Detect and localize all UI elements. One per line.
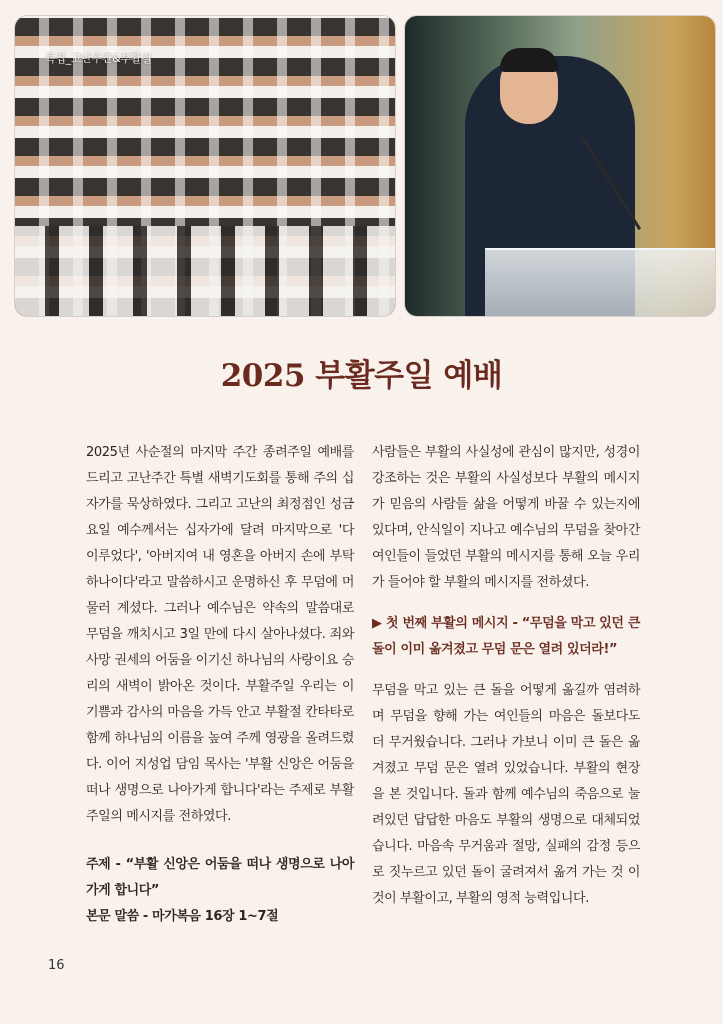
- sermon-theme: 주제 - “부활 신앙은 어둠을 떠나 생명으로 나아가게 합니다”: [86, 857, 354, 898]
- glass-podium: [485, 248, 715, 316]
- pastor-hair: [500, 48, 558, 72]
- page-number: 16: [48, 958, 65, 973]
- sermon-scripture: 본문 말씀 - 마가복음 16장 1~7절: [86, 909, 279, 924]
- message-paragraph-1: 사람들은 부활의 사실성에 관심이 많지만, 성경이 강조하는 것은 부활의 사실성보다 부활의 메시지가 믿음의 사람들 삶을 어떻게 바꿀 수 있는지에 있다며, 안식일이 지나고 예수님의 무덤을 찾아간 여인들이 들었던 부활의 메시지를 통해 오늘 우리가 들어야 할 부활의 메시지를 전하셨다.: [372, 445, 640, 590]
- message-paragraph-2: 무덤을 막고 있는 큰 돌을 어떻게 옮길까 염려하며 무덤을 향해 가는 여인들의 마음은 돌보다도 더 무거웠습니다. 그러나 가보니 이미 큰 돌은 옮겨졌고 무덤 문은 열려 있었습니다. 부활의 현장을 본 것입니다. 돌과 함께 예수님의 죽음으로 눌려있던 답답한 마음도 부활의 생명으로 대체되었습니다. 마음속 무거움과 절망, 실패의 감정 등으로 짓누르고 있던 돌이 굴려져서 옮겨 가는 것 이것이 부활이고, 부활의 영적 능력입니다.: [372, 683, 640, 906]
- sermon-info: [86, 852, 354, 930]
- pastor-photo: [405, 16, 715, 316]
- right-column: [372, 440, 640, 912]
- choir-photo: [15, 16, 395, 316]
- section-tag: 특집_고난주간&부활절: [45, 52, 152, 65]
- page-title: 2025 부활주일 예배: [220, 358, 503, 394]
- left-column: [86, 440, 354, 930]
- message-subheading: ▶ 첫 번째 부활의 메시지 - “무덤을 막고 있던 큰 돌이 이미 옮겨졌고 무덤 문은 열려 있더라!”: [372, 616, 640, 657]
- intro-paragraph: 2025년 사순절의 마지막 주간 종려주일 예배를 드리고 고난주간 특별 새벽기도회를 통해 주의 십자가를 묵상하였다. 그리고 고난의 최정점인 성금요일 예수께서는 십자가에 달려 마지막으로 '다 이루었다', '아버지여 내 영혼을 아버지 손에 부탁하나이다'라고 말씀하시고 운명하신 후 무덤에 머물러 계셨다. 그러나 예수님은 약속의 말씀대로 무덤을 깨치시고 3일 만에 다시 살아나셨다. 죄와 사망 권세의 어둠을 이기신 하나님의 사랑이요 승리의 새벽이 밝아온 것이다. 부활주일 우리는 이 기쁨과 감사의 마음을 가득 안고 부활절 칸타타로 함께 하나님의 이름을 높여 주께 영광을 올려드렸다. 이어 지성업 담임 목사는 '부활 신앙은 어둠을 떠나 생명으로 나아가게 합니다'라는 주제로 부활주일의 메시지를 전하였다.: [86, 445, 354, 824]
